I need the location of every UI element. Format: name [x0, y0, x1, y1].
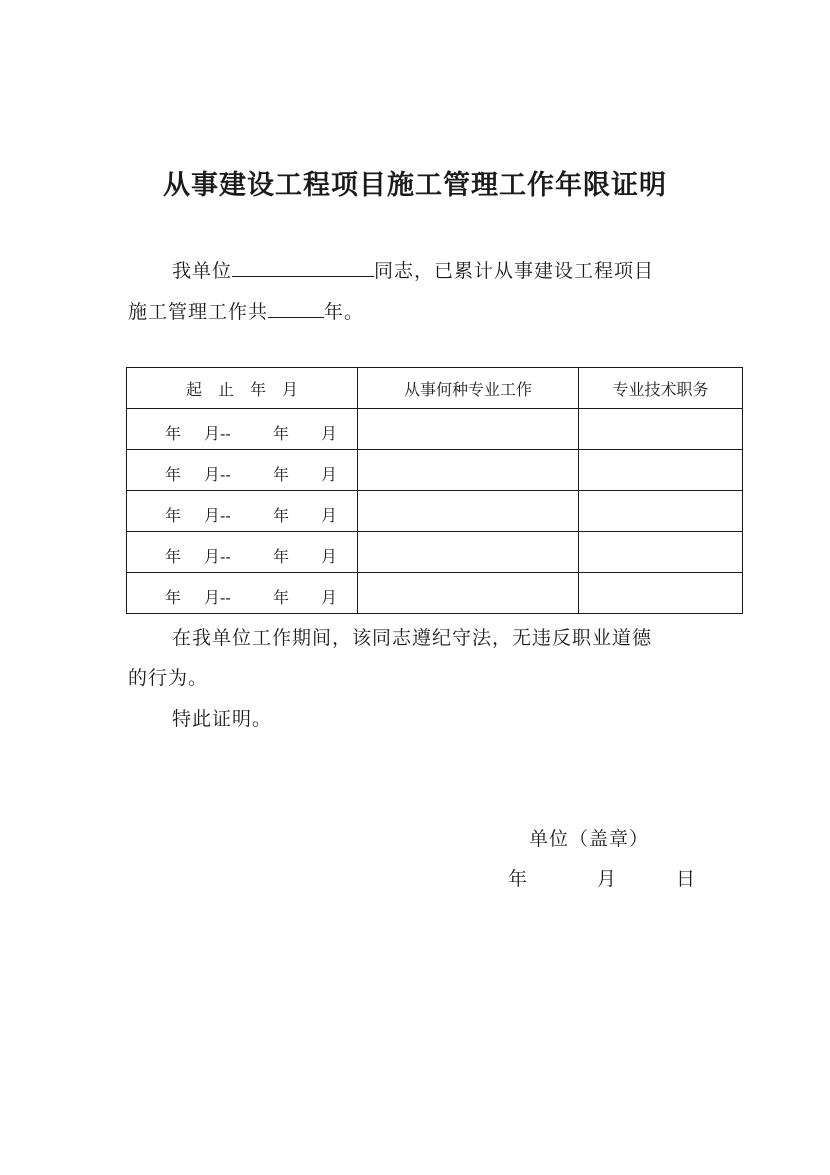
date-year-end: 年 [273, 547, 290, 566]
signature-month: 月 [597, 868, 618, 890]
work-cell[interactable] [358, 491, 579, 532]
certify-line: 特此证明。 [172, 708, 273, 730]
header-work-type: 从事何种专业工作 [358, 368, 579, 409]
intro-line-2 [128, 299, 364, 325]
work-history-table [126, 367, 743, 614]
years-blank[interactable] [268, 299, 324, 318]
title-cell[interactable] [579, 532, 743, 573]
title-cell[interactable] [579, 450, 743, 491]
table-row [127, 450, 743, 491]
date-year-start: 年 [165, 424, 182, 443]
date-year-start: 年 [165, 547, 182, 566]
title-cell[interactable] [579, 491, 743, 532]
conduct-line-1: 在我单位工作期间，该同志遵纪守法，无违反职业道德 [172, 627, 653, 649]
date-month-end: 月 [321, 424, 338, 443]
table-row [127, 491, 743, 532]
date-year-end: 年 [273, 465, 290, 484]
title-cell[interactable] [579, 573, 743, 614]
date-month-start: 月-- [204, 506, 231, 525]
date-month-end: 月 [321, 465, 338, 484]
header-period: 起 止 年 月 [127, 368, 358, 409]
date-cell[interactable] [127, 491, 358, 532]
signature-unit: 单位（盖章） [529, 828, 650, 850]
intro-text-2: 同志，已累计从事建设工程项目 [374, 260, 655, 282]
name-blank[interactable] [232, 258, 374, 277]
date-year-end: 年 [273, 424, 290, 443]
date-month-start: 月-- [204, 547, 231, 566]
date-year-start: 年 [165, 465, 182, 484]
date-cell[interactable] [127, 573, 358, 614]
date-cell[interactable] [127, 450, 358, 491]
date-year-start: 年 [165, 588, 182, 607]
intro-line-1 [172, 258, 654, 284]
intro-text-3: 施工管理工作共 [128, 301, 269, 323]
signature-day: 日 [676, 868, 697, 890]
date-year-start: 年 [165, 506, 182, 525]
work-cell[interactable] [358, 532, 579, 573]
document-title: 从事建设工程项目施工管理工作年限证明 [163, 170, 667, 201]
date-year-end: 年 [273, 506, 290, 525]
work-cell[interactable] [358, 573, 579, 614]
date-month-start: 月-- [204, 424, 231, 443]
date-month-end: 月 [321, 547, 338, 566]
table-row [127, 532, 743, 573]
table-row [127, 573, 743, 614]
table-row [127, 409, 743, 450]
date-year-end: 年 [273, 588, 290, 607]
intro-text-4: 年。 [324, 301, 365, 323]
intro-text-1: 我单位 [172, 260, 233, 282]
header-tech-title: 专业技术职务 [579, 368, 743, 409]
conduct-line-2: 的行为。 [128, 667, 209, 689]
date-cell[interactable] [127, 532, 358, 573]
date-month-start: 月-- [204, 588, 231, 607]
signature-year: 年 [508, 868, 529, 890]
table-header-row [127, 368, 743, 409]
title-cell[interactable] [579, 409, 743, 450]
date-month-start: 月-- [204, 465, 231, 484]
work-cell[interactable] [358, 409, 579, 450]
date-cell[interactable] [127, 409, 358, 450]
date-month-end: 月 [321, 506, 338, 525]
work-cell[interactable] [358, 450, 579, 491]
date-month-end: 月 [321, 588, 338, 607]
